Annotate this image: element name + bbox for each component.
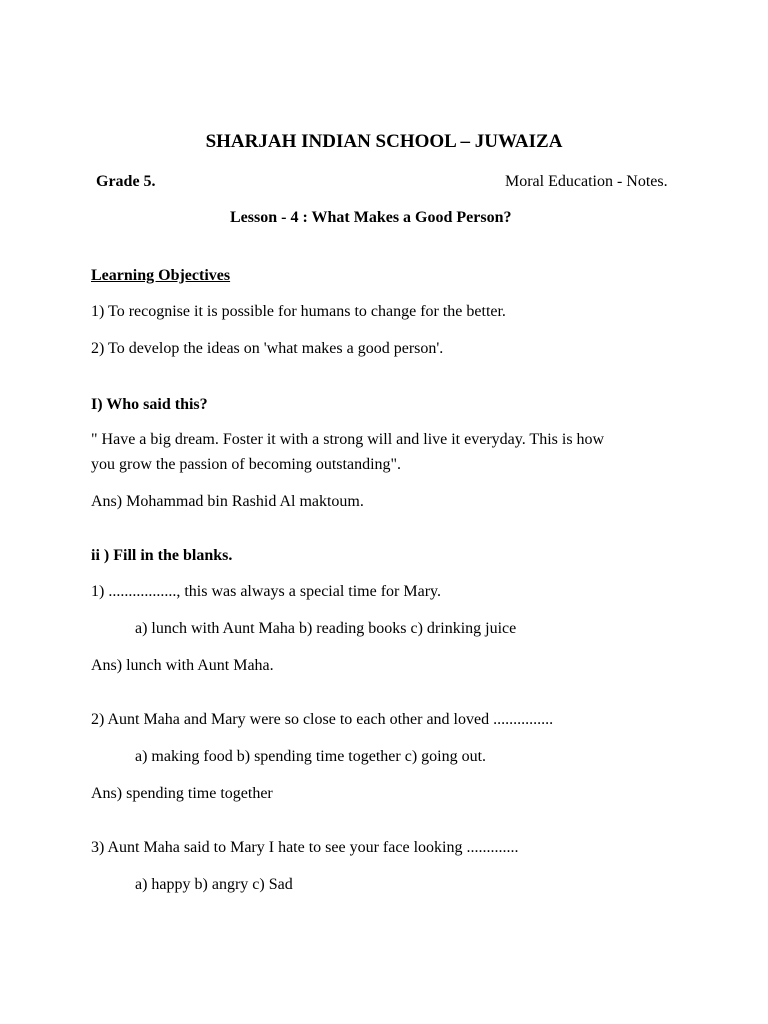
section1-heading: I) Who said this? [91, 396, 208, 413]
quote-line-2: you grow the passion of becoming outstanding". [91, 456, 402, 473]
section1-answer: Ans) Mohammad bin Rashid Al maktoum. [91, 493, 364, 510]
section2-heading: ii ) Fill in the blanks. [91, 547, 233, 564]
subject-label: Moral Education - Notes. [505, 173, 668, 190]
question-1-options: a) lunch with Aunt Maha b) reading books c) drinking juice [135, 620, 517, 637]
objective-item-2: 2) To develop the ideas on 'what makes a good person'. [91, 340, 444, 357]
question-3-options: a) happy b) angry c) Sad [135, 876, 293, 893]
question-2: 2) Aunt Maha and Mary were so close to each other and loved ............... [91, 711, 554, 728]
lesson-title: Lesson - 4 : What Makes a Good Person? [230, 209, 512, 226]
question-2-answer: Ans) spending time together [91, 785, 273, 802]
objective-item-1: 1) To recognise it is possible for humans to change for the better. [91, 303, 506, 320]
objectives-heading: Learning Objectives [91, 267, 231, 284]
question-2-options: a) making food b) spending time together c) going out. [135, 748, 487, 765]
question-1: 1) ................., this was always a special time for Mary. [91, 583, 441, 600]
quote-line-1: " Have a big dream. Foster it with a strong will and live it everyday. This is how [91, 431, 605, 448]
grade-label: Grade 5. [96, 173, 156, 190]
question-1-answer: Ans) lunch with Aunt Maha. [91, 657, 274, 674]
school-title: SHARJAH INDIAN SCHOOL – JUWAIZA [205, 131, 563, 152]
question-3: 3) Aunt Maha said to Mary I hate to see your face looking ............. [91, 839, 519, 856]
